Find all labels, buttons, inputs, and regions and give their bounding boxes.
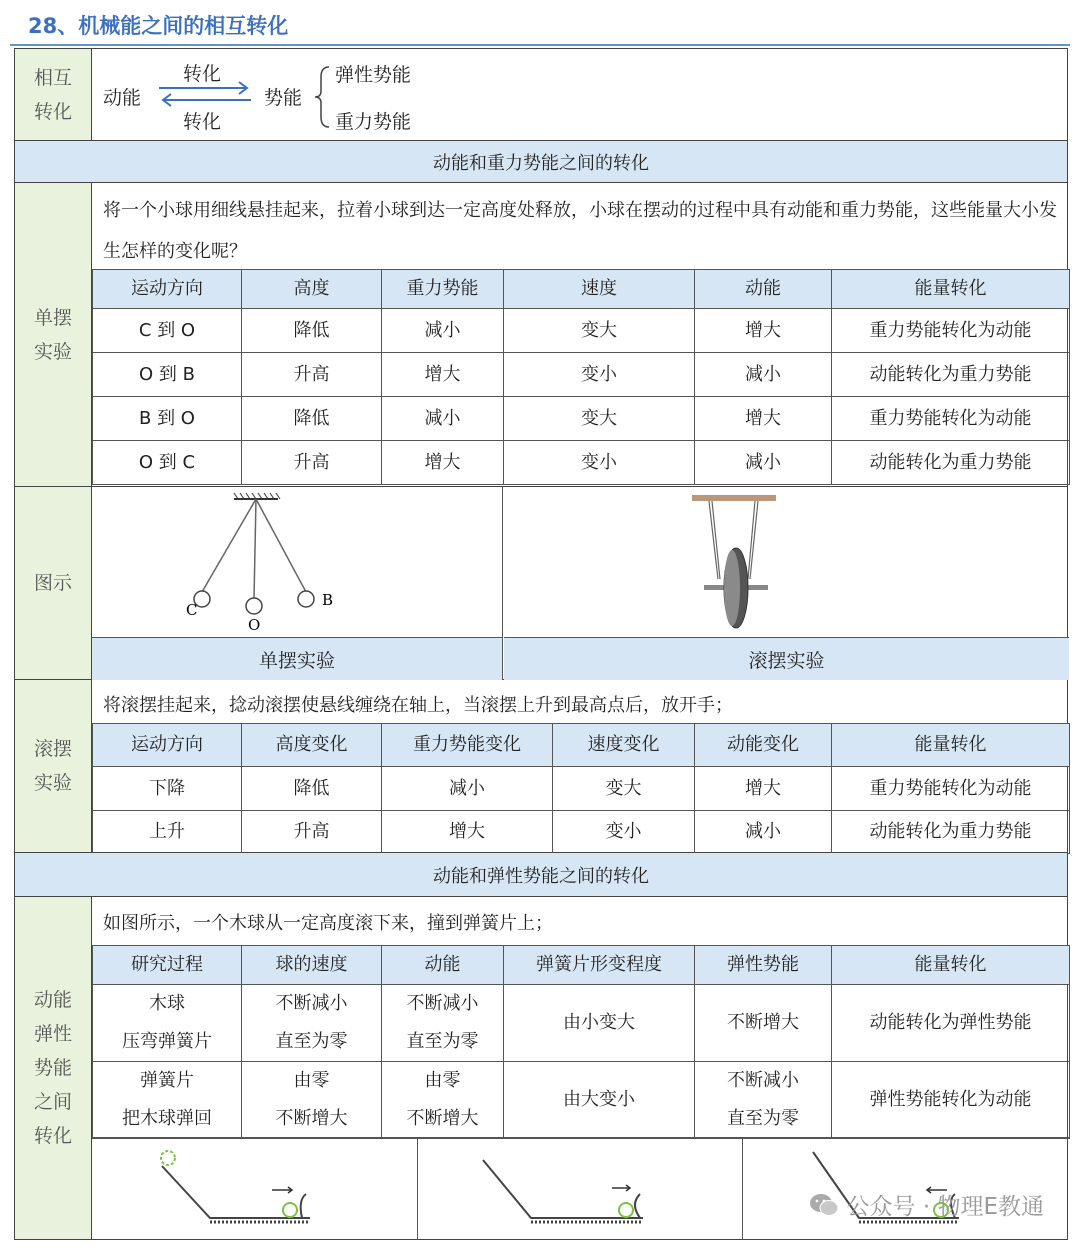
ramp-diagram-2 [418,1138,743,1240]
table-cell: 动能转化为重力势能 [832,353,1070,397]
maxwell-table [92,723,1070,854]
point-o-label: O [248,616,261,634]
table-cell: 不断减小 直至为零 [242,985,382,1062]
table-cell: 由零 不断增大 [242,1062,382,1139]
table-cell: 下降 [93,767,242,811]
pendulum-table [92,269,1070,485]
arrow2-label: 转化 [183,111,222,133]
table-row [93,811,1070,854]
table-cell: 变大 [553,767,695,811]
elastic-table [92,945,1070,1139]
point-b-label: B [322,591,334,609]
sec-label: 单摆 实验 [15,183,92,486]
arrow1-label: 转化 [183,63,222,85]
table-cell: O 到 C [93,441,242,485]
col-header: 速度变化 [553,724,695,767]
sec-maxwell [14,680,1068,853]
table-row [93,397,1070,441]
maxwell-wheel-diagram [504,487,1069,637]
table-cell: 增大 [382,353,504,397]
table-row [93,985,1070,1062]
table-cell: 变小 [553,811,695,854]
sec-pendulum [14,183,1068,487]
col-header: 能量转化 [832,946,1070,985]
col-header: 动能 [382,946,504,985]
watermark [809,1188,1044,1221]
pe-text: 势能 [264,87,303,109]
col-header: 运动方向 [93,724,242,767]
wechat-icon [809,1192,839,1218]
col-header: 球的速度 [242,946,382,985]
table-row [93,309,1070,353]
table-cell: 重力势能转化为动能 [832,767,1070,811]
elastic-intro: 如图所示，一个木球从一定高度滚下来，撞到弹簧片上； [103,913,553,934]
table-cell: 变大 [504,309,695,353]
brace-icon [313,65,333,129]
table-cell: 上升 [93,811,242,854]
pe-gravity: 重力势能 [335,111,412,133]
table-cell: 不断减小 直至为零 [382,985,504,1062]
ramp-figure-2 [418,1138,743,1240]
table-cell: 增大 [695,767,832,811]
pendulum-intro: 将一个小球用细线悬挂起来，拉着小球到达一定高度处释放，小球在摆动的过程中具有动能和重力势能，这些能量大小发生怎样的变化呢？ [103,200,1057,262]
maxwell-intro: 将滚摆挂起来，捻动滚摆使悬线缠绕在轴上，当滚摆上升到最高点后，放开手； [103,695,733,716]
table-cell: 木球 压弯弹簧片 [93,985,242,1062]
table-cell: 增大 [382,441,504,485]
table-cell: 变小 [504,353,695,397]
pendulum-diagram [92,487,503,637]
sec-label: 动能 弹性 势能 之间 转化 [15,897,92,1239]
table-cell: 由零 不断增大 [382,1062,504,1139]
table-cell: C 到 O [93,309,242,353]
table-cell: 减小 [382,767,553,811]
table-cell: 不断增大 [695,985,832,1062]
pendulum-figure [92,487,503,637]
col-header: 动能变化 [695,724,832,767]
ramp-figure-1 [92,1138,418,1240]
table-row [93,441,1070,485]
sec-label: 图示 [15,487,92,679]
ke-text: 动能 [103,87,142,109]
table-cell: 增大 [382,811,553,854]
table-cell: 升高 [242,811,382,854]
table-cell: 升高 [242,353,382,397]
col-header: 能量转化 [832,724,1070,767]
table-cell: 动能转化为重力势能 [832,811,1070,854]
table-row [93,767,1070,811]
double-arrow-icon [155,81,255,107]
col-header: 重力势能变化 [382,724,553,767]
col-header: 重力势能 [382,270,504,309]
watermark-text: 公众号 · 物理E教通 [846,1194,1044,1220]
table-cell: 减小 [695,811,832,854]
caption-maxwell: 滚摆实验 [504,637,1069,680]
table-cell: 弹簧片 把木球弹回 [93,1062,242,1139]
table-cell: 增大 [695,397,832,441]
table-cell: 变小 [504,441,695,485]
ramp-diagram-1 [92,1138,418,1240]
sec-mutual [14,48,1068,141]
table-cell: 降低 [242,767,382,811]
table-cell: 由小变大 [504,985,695,1062]
sec-label: 相互 转化 [15,49,92,140]
table-cell: 重力势能转化为动能 [832,309,1070,353]
col-header: 动能 [695,270,832,309]
col-header: 弹性势能 [695,946,832,985]
col-header: 研究过程 [93,946,242,985]
col-header: 运动方向 [93,270,242,309]
table-cell: 变大 [504,397,695,441]
sec-label: 滚摆 实验 [15,680,92,852]
sec-figures [14,487,1068,680]
col-header: 能量转化 [832,270,1070,309]
band-ke-epe: 动能和弹性势能之间的转化 [14,853,1068,897]
table-cell: 增大 [695,309,832,353]
point-c-label: C [186,601,198,619]
table-cell: 不断减小 直至为零 [695,1062,832,1139]
col-header: 弹簧片形变程度 [504,946,695,985]
table-cell: O 到 B [93,353,242,397]
table-cell: 由大变小 [504,1062,695,1139]
table-cell: 升高 [242,441,382,485]
caption-pendulum: 单摆实验 [92,637,503,680]
table-cell: 减小 [695,353,832,397]
table-cell: 动能转化为重力势能 [832,441,1070,485]
col-header: 高度 [242,270,382,309]
page-title: 28、机械能之间的相互转化 [28,14,289,38]
band-ke-gpe: 动能和重力势能之间的转化 [14,141,1068,183]
maxwell-wheel-figure [504,487,1069,637]
content-frame [14,48,1068,1240]
pe-elastic: 弹性势能 [335,64,412,86]
table-row [93,1062,1070,1139]
table-row [93,353,1070,397]
col-header: 速度 [504,270,695,309]
title-rule [10,44,1070,46]
table-cell: 弹性势能转化为动能 [832,1062,1070,1139]
table-cell: 减小 [382,397,504,441]
table-cell: 动能转化为弹性势能 [832,985,1070,1062]
table-cell: 降低 [242,309,382,353]
table-cell: 重力势能转化为动能 [832,397,1070,441]
table-cell: 减小 [695,441,832,485]
table-cell: 降低 [242,397,382,441]
col-header: 高度变化 [242,724,382,767]
table-cell: B 到 O [93,397,242,441]
table-cell: 减小 [382,309,504,353]
